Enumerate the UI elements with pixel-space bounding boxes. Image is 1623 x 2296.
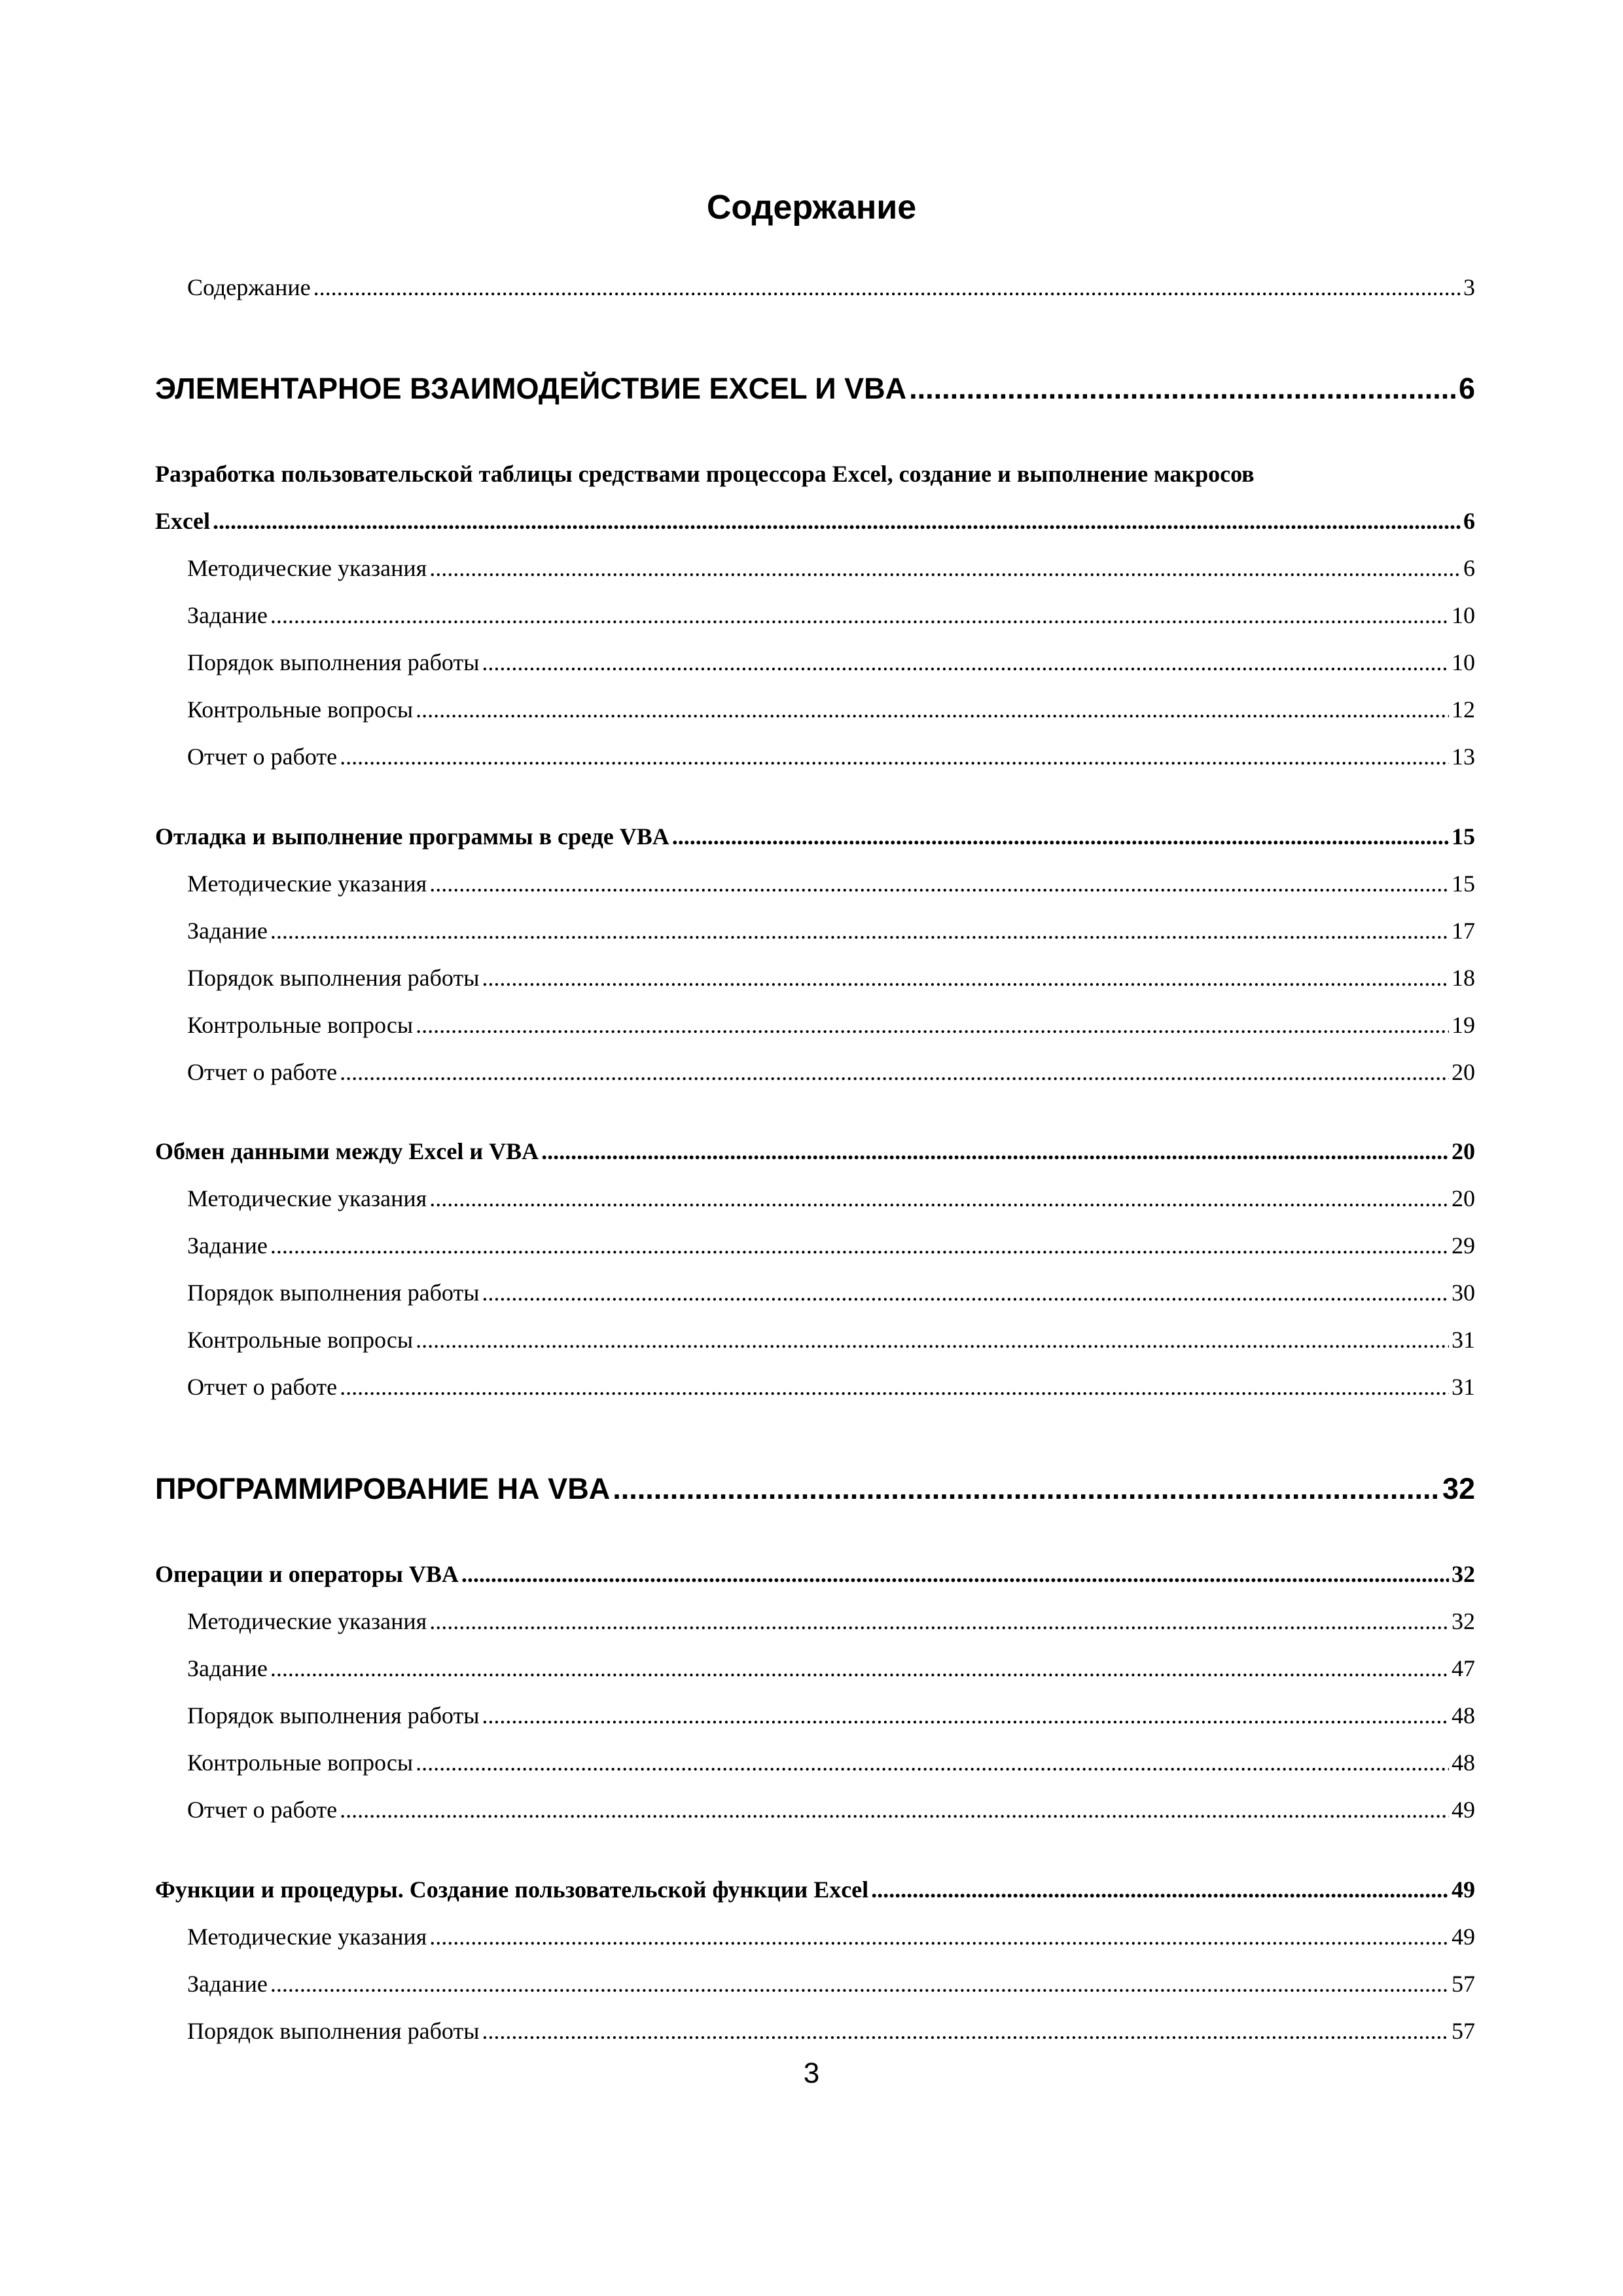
toc-entry-page: 3: [1463, 274, 1475, 300]
toc-item[interactable]: [187, 1323, 1475, 1356]
toc-item[interactable]: [187, 1699, 1475, 1732]
toc-lab-1[interactable]: [155, 505, 1475, 537]
toc-item[interactable]: [187, 1229, 1475, 1262]
page-number: 3: [803, 2057, 820, 2089]
dot-leader: [340, 1371, 1449, 1403]
dot-leader: [429, 1182, 1449, 1215]
toc-item-label: Методические указания: [187, 870, 427, 897]
toc-item-label: Задание: [187, 1655, 268, 1681]
toc-item[interactable]: [187, 599, 1475, 632]
toc-lab-4[interactable]: [155, 1558, 1475, 1590]
dot-leader: [429, 1920, 1449, 1953]
toc-lab-page: 20: [1452, 1138, 1475, 1164]
toc-item[interactable]: [187, 693, 1475, 726]
toc-item-page: 13: [1452, 744, 1475, 770]
dot-leader: [482, 2015, 1449, 2047]
toc-item-label: Методические указания: [187, 1924, 427, 1950]
toc-lab-2[interactable]: [155, 820, 1475, 853]
toc-entry-contents[interactable]: [187, 271, 1475, 304]
dot-leader: [340, 1793, 1449, 1826]
toc-item[interactable]: [187, 1920, 1475, 1953]
dot-leader: [482, 646, 1449, 679]
toc-item-label: Отчет о работе: [187, 744, 338, 770]
toc-item-page: 32: [1452, 1608, 1475, 1634]
dot-leader: [270, 1652, 1449, 1685]
toc-item-label: Порядок выполнения работы: [187, 1280, 480, 1306]
toc-item[interactable]: [187, 1746, 1475, 1779]
toc-item-label: Методические указания: [187, 1185, 427, 1211]
dot-leader: [613, 1468, 1440, 1510]
toc-item[interactable]: [187, 1652, 1475, 1685]
toc-item-label: Задание: [187, 918, 268, 944]
toc-item-page: 48: [1452, 1702, 1475, 1729]
toc-item[interactable]: [187, 867, 1475, 900]
dot-leader: [270, 914, 1449, 947]
dot-leader: [416, 693, 1449, 726]
dot-leader: [340, 1056, 1449, 1088]
toc-item-page: 20: [1452, 1185, 1475, 1211]
toc-lab-3[interactable]: [155, 1135, 1475, 1168]
dot-leader: [672, 820, 1449, 853]
toc-item-label: Порядок выполнения работы: [187, 965, 480, 991]
dot-leader: [429, 867, 1449, 900]
toc-item[interactable]: [187, 961, 1475, 994]
toc-item-page: 18: [1452, 965, 1475, 991]
toc-item-page: 10: [1452, 602, 1475, 628]
dot-leader: [416, 1323, 1449, 1356]
toc-item-page: 49: [1452, 1797, 1475, 1823]
toc-item-page: 29: [1452, 1232, 1475, 1259]
toc-item-page: 6: [1463, 555, 1475, 581]
dot-leader: [429, 1605, 1449, 1638]
toc-lab-label: Обмен данными между Excel и VBA: [155, 1138, 539, 1164]
toc-item[interactable]: [187, 1009, 1475, 1041]
toc-lab-5[interactable]: [155, 1873, 1475, 1906]
toc-item[interactable]: [187, 1371, 1475, 1403]
toc-item-label: Контрольные вопросы: [187, 1749, 414, 1776]
dot-leader: [461, 1558, 1449, 1590]
dot-leader: [416, 1746, 1449, 1779]
dot-leader: [340, 740, 1449, 773]
toc-item-label: Задание: [187, 1971, 268, 1997]
toc-part-page: 32: [1442, 1472, 1475, 1505]
toc-lab-page: 49: [1452, 1876, 1475, 1903]
dot-leader: [541, 1135, 1449, 1168]
dot-leader: [909, 368, 1456, 410]
toc-item-label: Методические указания: [187, 555, 427, 581]
toc-part-label: ПРОГРАММИРОВАНИЕ НА VBA: [155, 1472, 611, 1505]
toc-item-label: Порядок выполнения работы: [187, 1702, 480, 1729]
toc-item[interactable]: [187, 552, 1475, 584]
toc-lab-label: Отладка и выполнение программы в среде VBA: [155, 823, 669, 850]
toc-item[interactable]: [187, 914, 1475, 947]
toc-item-label: Методические указания: [187, 1608, 427, 1634]
dot-leader: [429, 552, 1461, 584]
toc-item-page: 20: [1452, 1059, 1475, 1085]
toc-item-page: 15: [1452, 870, 1475, 897]
toc-item[interactable]: [187, 1793, 1475, 1826]
toc-item[interactable]: [187, 1056, 1475, 1088]
dot-leader: [416, 1009, 1449, 1041]
toc-lab-label: Функции и процедуры. Создание пользовательской функции Excel: [155, 1876, 869, 1903]
toc-part-2[interactable]: [155, 1468, 1475, 1510]
toc-item-page: 19: [1452, 1012, 1475, 1038]
dot-leader: [270, 599, 1449, 632]
toc-item[interactable]: [187, 740, 1475, 773]
toc-lab-1-title-line1[interactable]: Разработка пользовательской таблицы средствами процессора Excel, создание и выполнение макросов: [155, 461, 1255, 487]
toc-lab-page: 32: [1452, 1561, 1475, 1587]
toc-item[interactable]: [187, 1967, 1475, 2000]
toc-item-label: Отчет о работе: [187, 1374, 338, 1400]
toc-item-page: 17: [1452, 918, 1475, 944]
toc-item-label: Задание: [187, 602, 268, 628]
toc-item[interactable]: [187, 1182, 1475, 1215]
toc-item-page: 48: [1452, 1749, 1475, 1776]
toc-item-label: Порядок выполнения работы: [187, 2018, 480, 2044]
toc-part-label: ЭЛЕМЕНТАРНОЕ ВЗАИМОДЕЙСТВИЕ EXCEL И VBA: [155, 372, 907, 405]
toc-item[interactable]: [187, 1276, 1475, 1309]
toc-item-label: Контрольные вопросы: [187, 696, 414, 723]
toc-item-page: 12: [1452, 696, 1475, 723]
toc-part-page: 6: [1458, 372, 1475, 405]
toc-entry-label: Содержание: [187, 274, 311, 300]
dot-leader: [313, 271, 1461, 304]
toc-item-page: 31: [1452, 1327, 1475, 1353]
dot-leader: [482, 961, 1449, 994]
toc-item[interactable]: [187, 2015, 1475, 2047]
toc-item-page: 57: [1452, 2018, 1475, 2044]
dot-leader: [270, 1229, 1449, 1262]
toc-part-1[interactable]: [155, 368, 1475, 410]
toc-lab-page: 15: [1452, 823, 1475, 850]
toc-item-label: Контрольные вопросы: [187, 1012, 414, 1038]
toc-lab-page: 6: [1463, 508, 1475, 534]
toc-item[interactable]: [187, 646, 1475, 679]
toc-item-page: 10: [1452, 649, 1475, 675]
toc-lab-label: Операции и операторы VBA: [155, 1561, 459, 1587]
toc-item-page: 31: [1452, 1374, 1475, 1400]
toc-item-label: Отчет о работе: [187, 1059, 338, 1085]
toc-item-page: 30: [1452, 1280, 1475, 1306]
toc-item-label: Контрольные вопросы: [187, 1327, 414, 1353]
dot-leader: [270, 1967, 1449, 2000]
toc-item-page: 57: [1452, 1971, 1475, 1997]
toc-item-label: Задание: [187, 1232, 268, 1259]
dot-leader: [482, 1699, 1449, 1732]
toc-item[interactable]: [187, 1605, 1475, 1638]
dot-leader: [871, 1873, 1449, 1906]
toc-lab-label: Excel: [155, 508, 210, 534]
toc-item-page: 49: [1452, 1924, 1475, 1950]
toc-item-page: 47: [1452, 1655, 1475, 1681]
toc-item-label: Порядок выполнения работы: [187, 649, 480, 675]
page-title: Содержание: [706, 188, 917, 226]
toc-item-label: Отчет о работе: [187, 1797, 338, 1823]
dot-leader: [213, 505, 1461, 537]
dot-leader: [482, 1276, 1449, 1309]
